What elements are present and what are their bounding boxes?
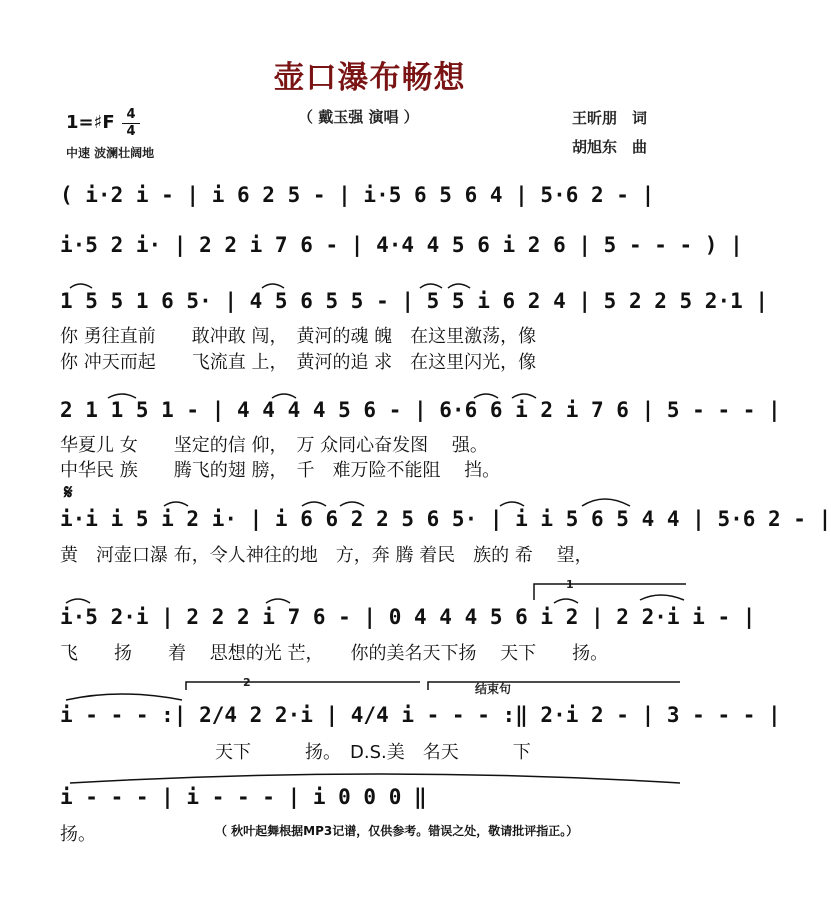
- slur-mark: [474, 394, 498, 398]
- time-numerator: 4: [126, 107, 136, 122]
- notation-row-8: i - - - | i - - - | i 0 0 0 ‖: [60, 785, 427, 809]
- lyricist: 王昕朋 词: [572, 109, 648, 127]
- notation-row-5: i·i i 5 i 2 i· | i 6 6 2 2 5 6 5· | i i 5 6 5 4 4 | 5·6 2 - |: [60, 507, 831, 531]
- ending-bracket: [428, 682, 680, 690]
- lyric-line-4: 中华民 族 腾飞的翅 膀， 千 难万险不能阻 挡。: [60, 460, 501, 481]
- slur-mark: [66, 599, 90, 603]
- lyric-line-1: 你 勇往直前 敢冲敢 闯， 黄河的魂 魄 在这里激荡，像: [60, 326, 537, 347]
- slur-mark: [500, 502, 524, 506]
- lyric-line-7: 天下 扬。 D.S.美 名天 下: [215, 742, 531, 763]
- time-denominator: 4: [126, 124, 136, 139]
- notation-row-1: ( i·2 i - | i 6 2 5 - | i·5 6 5 6 4 | 5·6 2 - |: [60, 183, 655, 207]
- segno-sign: 𝄋: [64, 480, 73, 504]
- notation-row-6: i·5 2·i | 2 2 2 i 7 6 - | 0 4 4 4 5 6 i 2 | 2 2·i i - |: [60, 605, 756, 629]
- volta-2-bracket: [186, 682, 420, 690]
- lyric-line-5: 黄 河壶口瀑 布，令人神往的地 方，奔 腾 着民 族的 希 望，: [60, 545, 593, 566]
- slur-mark: [302, 502, 326, 506]
- footnote: （ 秋叶起舞根据MP3记谱，仅供参考。错误之处，敬请批评指正。）: [215, 824, 579, 838]
- slur-mark: [640, 595, 684, 600]
- composer: 胡旭东 曲: [572, 138, 648, 156]
- volta-2-label: 2: [243, 676, 251, 689]
- lyric-line-3: 华夏儿 女 坚定的信 仰， 万 众同心奋发图 强。: [60, 435, 488, 456]
- volta-1-bracket: [534, 584, 686, 600]
- slur-mark: [108, 394, 136, 398]
- song-title: 壶口瀑布畅想: [273, 60, 466, 96]
- slur-mark: [448, 284, 470, 288]
- slur-mark: [266, 599, 290, 603]
- slur-mark: [70, 284, 92, 288]
- slur-mark: [272, 394, 296, 398]
- key-signature: 1=♯F: [66, 112, 115, 133]
- ending-label: 结束句: [475, 682, 512, 696]
- slur-mark: [66, 694, 182, 700]
- slur-mark: [554, 599, 578, 603]
- notation-row-2: i·5 2 i· | 2 2 i 7 6 - | 4·4 4 5 6 i 2 6 | 5 - - - ) |: [60, 233, 743, 257]
- slur-mark: [420, 284, 442, 288]
- notation-row-3: 1 5 5 1 6 5· | 4 5 6 5 5 - | 5 5 i 6 2 4 | 5 2 2 5 2·1 |: [60, 289, 769, 313]
- lyric-line-6: 飞 扬 着 思想的光 芒， 你的美名天下扬 天下 扬。: [60, 643, 609, 664]
- slur-mark: [582, 499, 630, 506]
- notation-row-7: i - - - :| 2/4 2 2·i | 4/4 i - - - :‖ 2·i 2 - | 3 - - - |: [60, 703, 781, 727]
- slur-mark: [262, 284, 284, 288]
- performer: （ 戴玉强 演唱 ）: [298, 108, 419, 126]
- volta-1-label: 1: [566, 578, 574, 591]
- slur-mark: [164, 502, 188, 506]
- tempo-marking: 中速 波澜壮阔地: [66, 146, 155, 160]
- lyric-line-8: 扬。: [60, 824, 96, 845]
- notation-row-4: 2 1 1 5 1 - | 4 4 4 4 5 6 - | 6·6 6 i 2 i 7 6 | 5 - - - |: [60, 398, 781, 422]
- lyric-line-2: 你 冲天而起 飞流直 上， 黄河的追 求 在这里闪光，像: [60, 352, 537, 373]
- slur-mark: [70, 774, 680, 783]
- slur-mark: [340, 502, 364, 506]
- slur-mark: [512, 394, 536, 398]
